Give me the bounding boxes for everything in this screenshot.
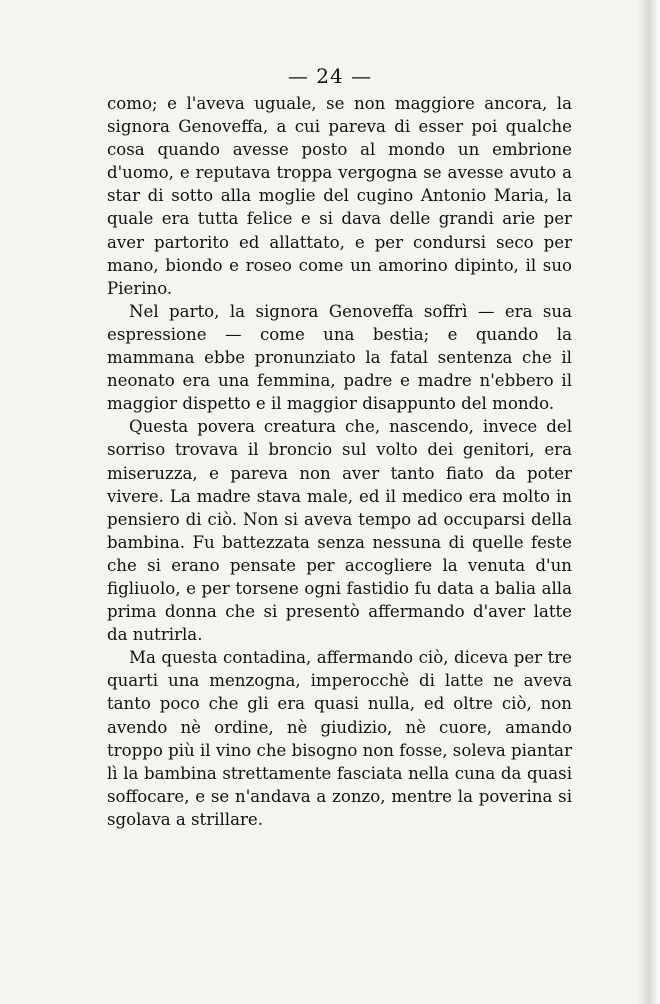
body-text (107, 92, 572, 831)
paragraph-2: Nel parto, la signora Genoveffa soffrì — era sua espressione — come una bestia; e quando la mammana ebbe pronunziato la fatal sentenza che il neonato era una femmina, padre e madre n'ebbero il maggior dispetto e il maggior disappunto del mondo. (107, 301, 572, 414)
paragraph-4: Ma questa contadina, affermando ciò, diceva per tre quarti una menzogna, imperocchè di latte ne aveva tanto poco che gli era quasi nulla, ed oltre ciò, non avendo nè ordine, nè giudizio, nè cuore, amando troppo più il vino che bisogno non fosse, soleva piantar lì la bambina strettamente fasciata nella cuna da quasi soffocare, e se n'andava a zonzo, mentre la poverina si sgolava a strillare. (107, 648, 572, 829)
paragraph-1: como; e l'aveva uguale, se non maggiore ancora, la signora Genoveffa, a cui pareva di esser poi qualche cosa quando avesse posto al mondo un embrione d'uomo, e reputava troppa vergogna se avesse avuto a star di sotto alla moglie del cugino Antonio Maria, la quale era tutta felice e si dava delle grandi arie per aver partorito ed allattato, e per condursi seco per mano, biondo e roseo come un amorino dipinto, il suo Pierino. (107, 94, 572, 298)
page-edge-shadow (638, 0, 660, 1004)
page-number: — 24 — (287, 64, 373, 88)
paragraph-3: Questa povera creatura che, nascendo, invece del sorriso trovava il broncio sul volto dei genitori, era miseruzza, e pareva non aver tanto fiato da poter vivere. La madre stava male, ed il medico era molto in pensiero di ciò. Non si aveva tempo ad occuparsi della bambina. Fu battezzata senza nessuna di quelle feste che si erano pensate per accogliere la venuta d'un figliuolo, e per torsene ogni fastidio fu data a balia alla prima donna che si presentò affermando d'aver latte da nutrirla. (107, 417, 572, 645)
